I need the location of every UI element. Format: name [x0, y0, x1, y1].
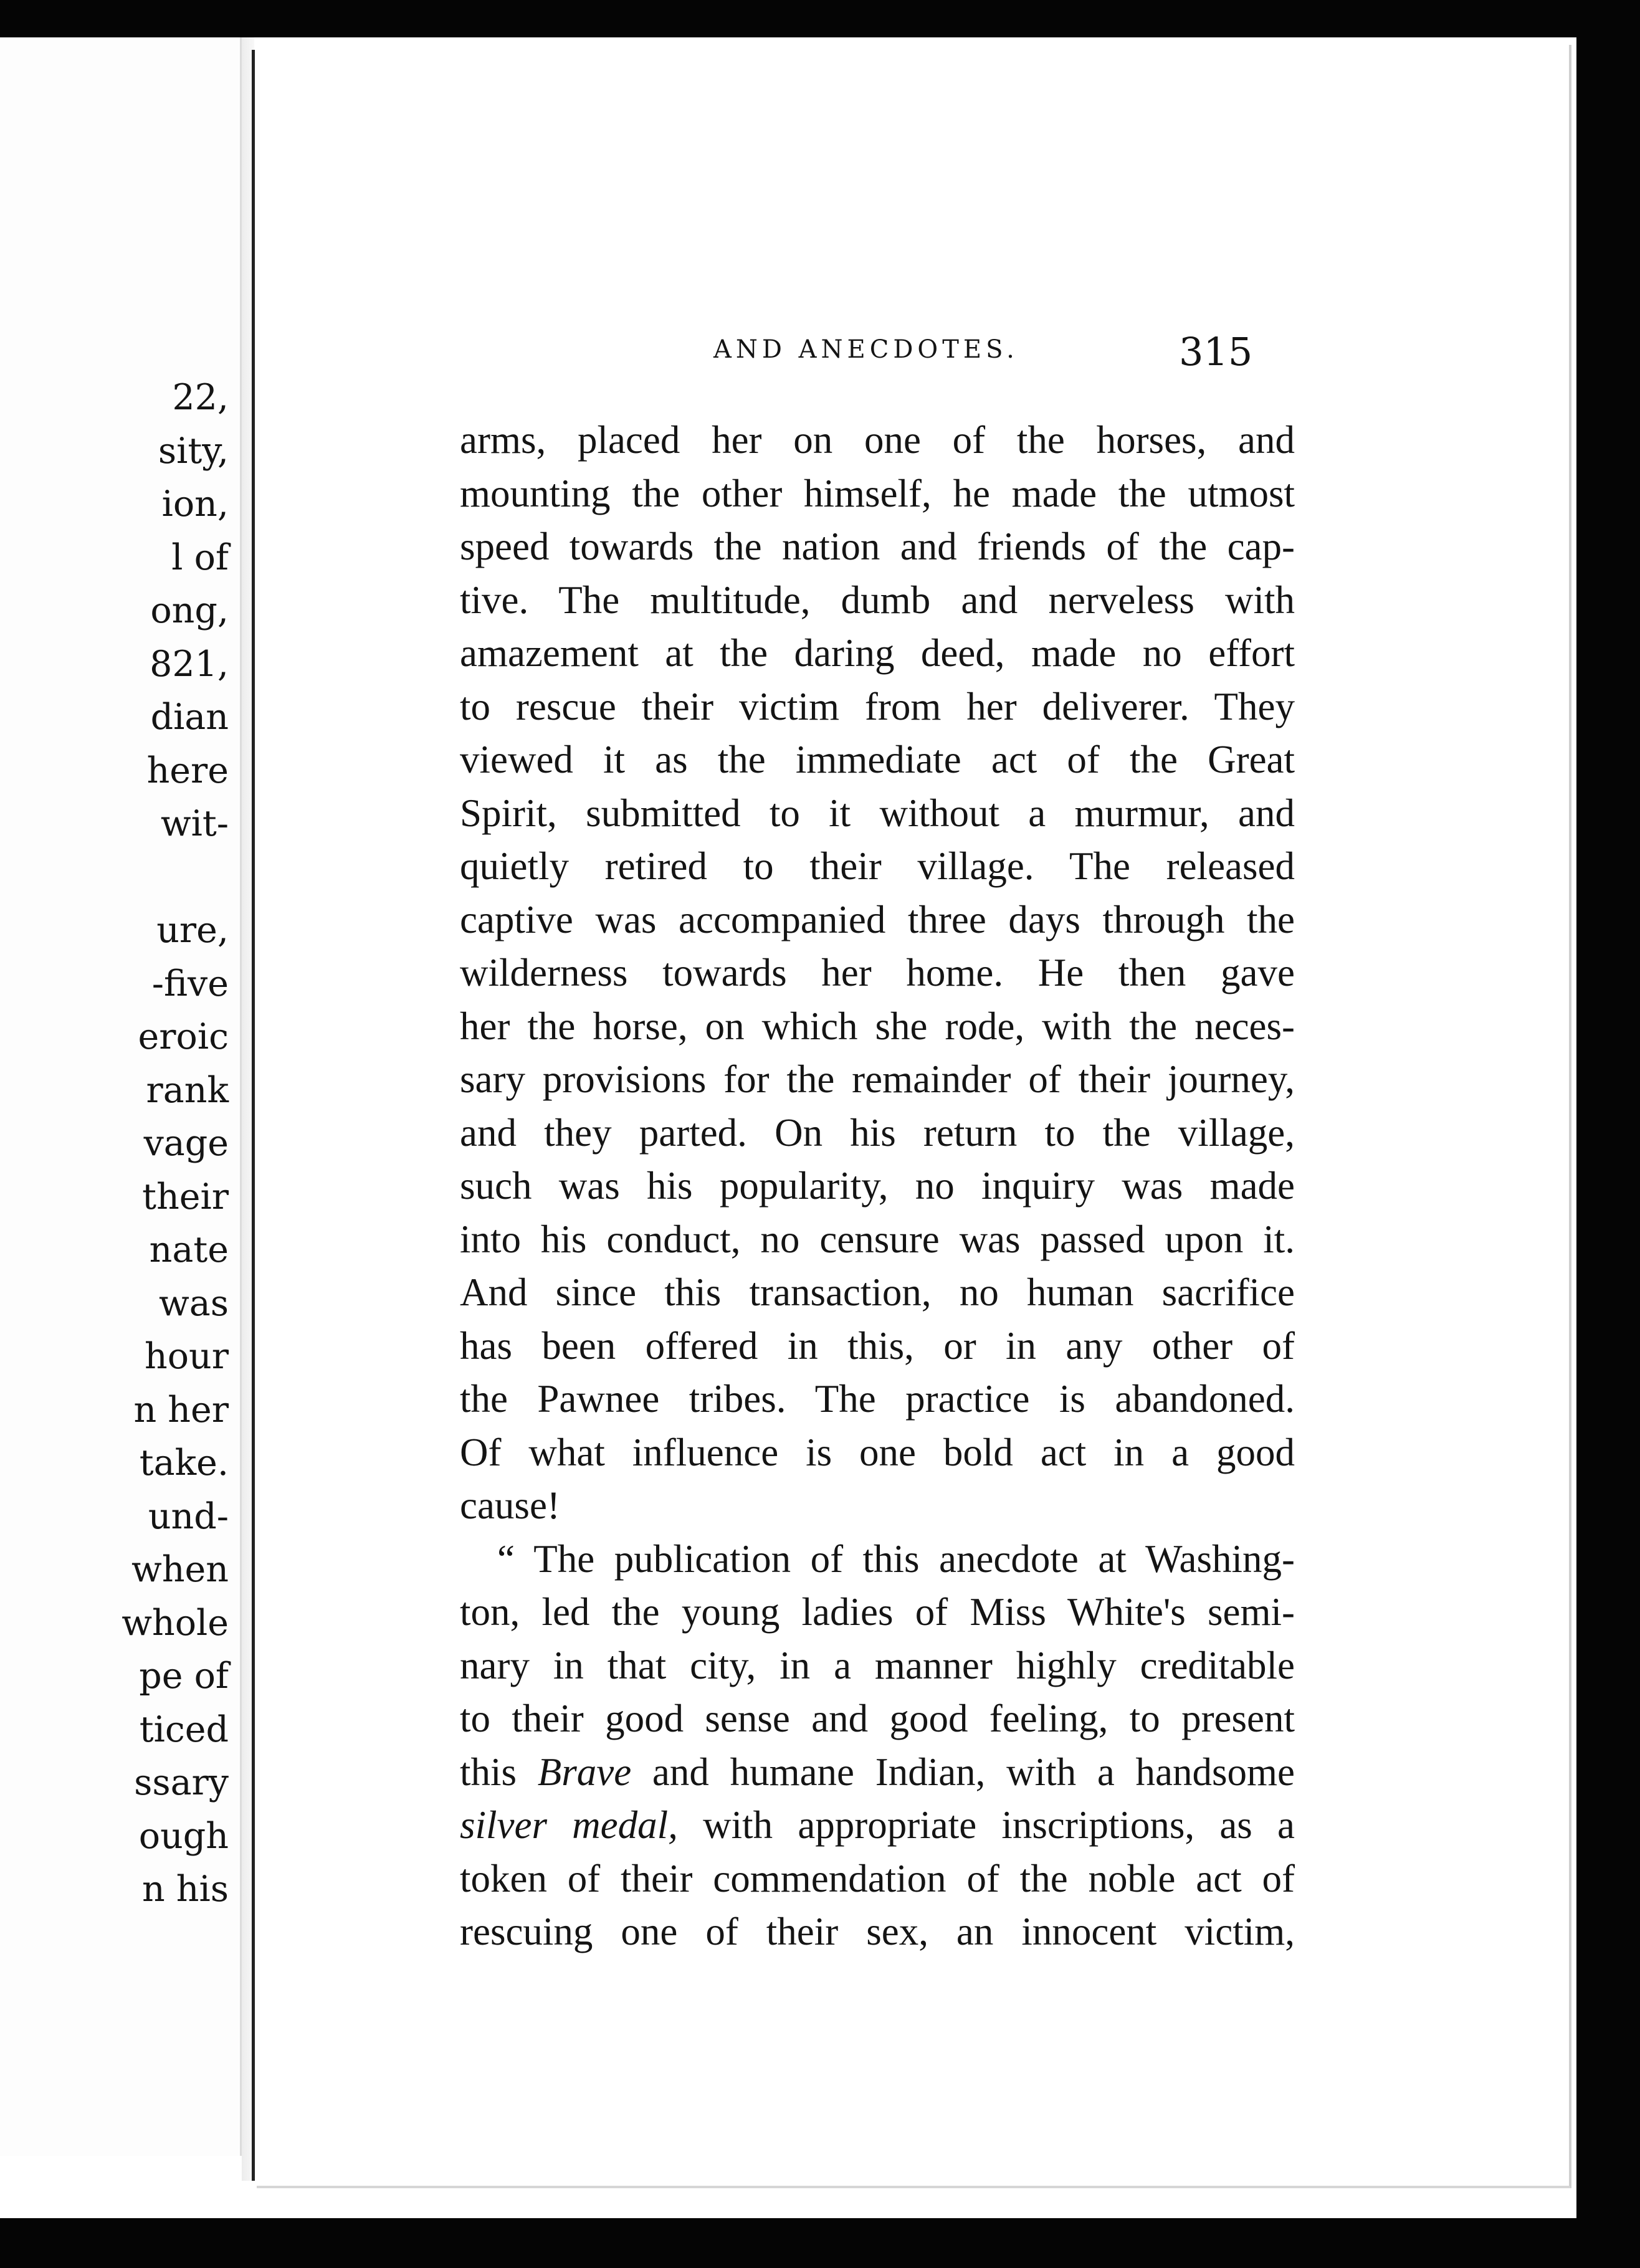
facing-page-text-fragment: pe of: [139, 1656, 229, 1697]
text-line: wilderness towards her home. He then gave: [460, 951, 1295, 994]
facing-page-text-fragment: eroic: [138, 1016, 229, 1057]
text-run: and humane Indian, with a handsome: [631, 1750, 1295, 1794]
facing-page-text-fragment: -five: [151, 963, 229, 1004]
facing-page-text-fragment: hour: [145, 1336, 229, 1377]
text-line: speed towards the nation and friends of the cap-: [460, 525, 1295, 568]
facing-page-text-fragment: ong,: [150, 590, 229, 631]
facing-page-text-fragment: ion,: [161, 484, 229, 525]
page-body-text: [460, 414, 1295, 1959]
facing-page-text-fragment: wit-: [160, 803, 229, 844]
text-line: Spirit, submitted to it without a murmur, and: [460, 791, 1295, 835]
text-line: rescuing one of their sex, an innocent victim,: [460, 1910, 1295, 1953]
facing-page-left: [0, 37, 242, 2156]
facing-page-text-fragment: ough: [138, 1815, 229, 1857]
text-line-with-italic: [460, 1746, 1295, 1799]
facing-page-text-fragment: whole: [122, 1602, 229, 1644]
text-line: viewed it as the immediate act of the Great: [460, 738, 1295, 781]
text-line: and they parted. On his return to the village,: [460, 1110, 1295, 1155]
text-line: the Pawnee tribes. The practice is abandoned.: [460, 1377, 1295, 1421]
scan-border-bottom: [0, 2218, 1640, 2268]
text-line: Of what influence is one bold act in a good: [460, 1430, 1295, 1474]
facing-page-text-fragment: here: [146, 750, 229, 791]
facing-page-text-fragment: sity,: [158, 430, 229, 472]
text-line: arms, placed her on one of the horses, and: [460, 418, 1295, 462]
facing-page-text-fragment: when: [131, 1549, 229, 1590]
text-line: mounting the other himself, he made the utmost: [460, 471, 1295, 515]
facing-page-text-fragment: rank: [146, 1069, 229, 1111]
facing-page-text-fragment: was: [158, 1282, 229, 1324]
facing-page-text-fragment: n her: [133, 1389, 229, 1431]
text-line: to their good sense and good feeling, to present: [460, 1697, 1295, 1740]
running-head: AND ANECDOTES.: [713, 335, 1019, 364]
text-run: with appropriate inscriptions, as a: [677, 1803, 1295, 1847]
text-line: nary in that city, in a manner highly creditable: [460, 1643, 1295, 1687]
facing-page-text-fragment: ssary: [134, 1762, 229, 1803]
text-line: ton, led the young ladies of Miss White's semi-: [460, 1590, 1295, 1634]
scan-border-top: [0, 0, 1640, 37]
italic-phrase-silver-medal: silver medal,: [460, 1803, 678, 1847]
facing-page-text-fragment: und-: [148, 1495, 229, 1537]
text-line: her the horse, on which she rode, with the neces-: [460, 1004, 1295, 1048]
text-line: tive. The multitude, dumb and nerveless with: [460, 578, 1295, 622]
facing-page-text-fragment: 821,: [150, 643, 229, 685]
text-run: this: [460, 1750, 538, 1794]
paragraph-first-line: “ The publication of this anecdote at Washing-: [497, 1537, 1295, 1581]
text-line-with-italic: [460, 1799, 1295, 1852]
text-line: quietly retired to their village. The released: [460, 844, 1295, 888]
text-line: into his conduct, no censure was passed upon it.: [460, 1217, 1295, 1261]
facing-page-text-fragment: their: [142, 1176, 229, 1217]
text-line: to rescue their victim from her deliverer. They: [460, 684, 1295, 728]
facing-page-text-fragment: n his: [141, 1869, 229, 1910]
gutter-shadow-line: [252, 50, 255, 2181]
text-line: captive was accompanied three days through the: [460, 897, 1295, 941]
page-number: 315: [1179, 329, 1253, 374]
facing-page-text-fragment: nate: [149, 1229, 229, 1270]
text-line: such was his popularity, no inquiry was made: [460, 1164, 1295, 1208]
facing-page-text-fragment: ure,: [156, 910, 229, 951]
facing-page-text-fragment: 22,: [172, 377, 229, 418]
text-line: sary provisions for the remainder of their journey,: [460, 1057, 1295, 1101]
facing-page-text-fragment: l of: [171, 536, 229, 578]
paragraph-end-line: cause!: [460, 1484, 560, 1527]
facing-page-text-fragment: ticed: [139, 1708, 229, 1750]
text-line: has been offered in this, or in any other of: [460, 1323, 1295, 1368]
scan-border-right: [1576, 0, 1640, 2268]
text-line: token of their commendation of the noble act of: [460, 1856, 1295, 1900]
italic-word-brave: Brave: [537, 1750, 632, 1794]
facing-page-text-fragment: take.: [139, 1442, 229, 1484]
text-line: amazement at the daring deed, made no effort: [460, 631, 1295, 675]
facing-page-text-fragment: vage: [143, 1123, 229, 1164]
text-line: And since this transaction, no human sacrifice: [460, 1270, 1295, 1314]
facing-page-text-fragment: dian: [150, 697, 229, 738]
